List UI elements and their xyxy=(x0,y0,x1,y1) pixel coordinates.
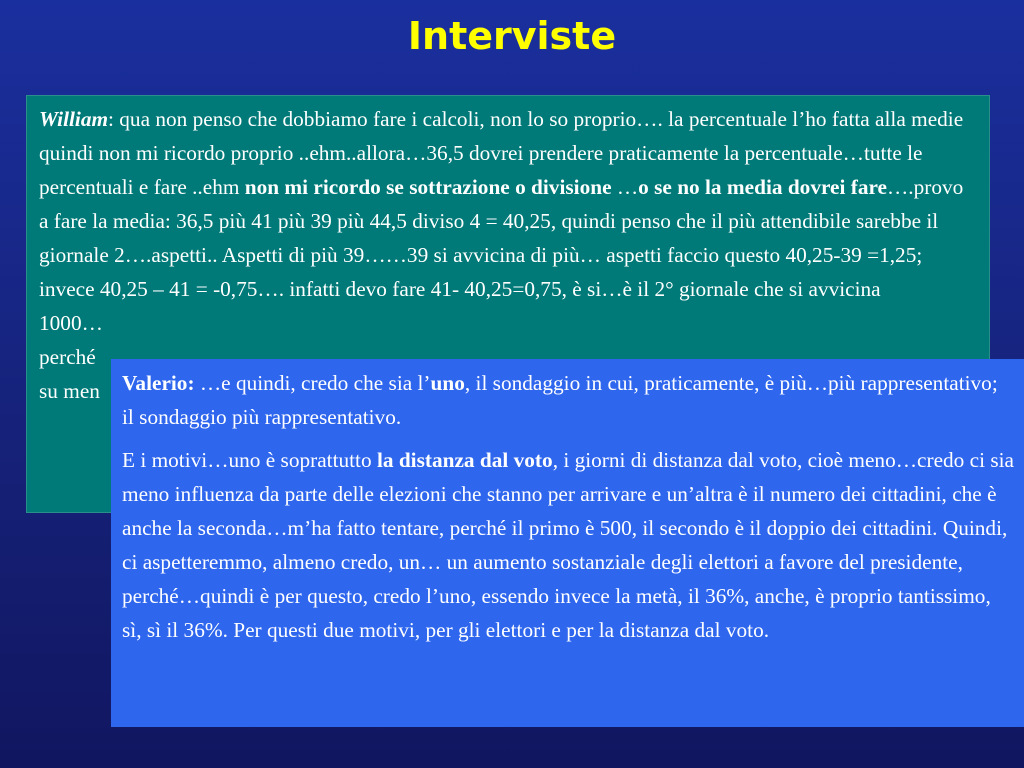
valerio-p1-bold: uno xyxy=(430,371,465,395)
valerio-paragraph-1 xyxy=(122,366,1014,434)
william-fragment-line-10: su men xyxy=(39,379,100,403)
william-fragment-line-8: 1000… xyxy=(39,311,103,335)
william-fragment-line-9: perché xyxy=(39,345,96,369)
valerio-p2-text-b: , i giorni di distanza dal voto, cioè meno…credo ci sia meno influenza da parte delle elezioni che stanno per arrivare e un’altra è il numero dei cittadini, che è anche la seconda…m’ha fatto tentare, perché il primo è 500, il secondo è il doppio dei cittadini. Quindi, ci aspetteremmo, almeno credo, un… un aumento sostanziale degli elettori a favore del presidente, perché…quindi è per questo, credo l’uno, essendo invece la metà, il 36%, anche, è proprio tantissimo, sì, sì il 36%. Per questi due motivi, per gli elettori e per la distanza dal voto. xyxy=(122,448,1014,642)
slide-title: Interviste xyxy=(407,14,617,58)
valerio-speaker-label: Valerio: xyxy=(122,371,195,395)
valerio-interview-box xyxy=(111,359,1024,727)
william-text-1: : qua non penso che dobbiamo fare i calcoli, non lo so proprio…. la percentuale l’ho fatta alla medie quindi non mi ricordo proprio ..ehm..allora…36,5 dovrei prendere praticamente la percentuale…tutte le percentuali e fare ..ehm xyxy=(39,107,964,199)
william-bold-1: non mi ricordo se sottrazione o divisione xyxy=(244,175,612,199)
valerio-p1-text-a: …e quindi, credo che sia l’ xyxy=(194,371,431,395)
william-speaker-label: William xyxy=(39,107,109,131)
valerio-p2-bold: la distanza dal voto xyxy=(376,448,553,472)
valerio-paragraph-2 xyxy=(122,443,1014,647)
william-text-3: ….provo a fare la media: 36,5 più 41 più 39 più 44,5 diviso 4 = 40,25, quindi penso che il più attendibile sarebbe il giornale 2….aspetti.. Aspetti di più 39……39 si avvicina di più… aspetti faccio questo 40,25-39 =1,25; invece 40,25 – 41 = -0,75…. infatti devo fare 41- 40,25=0,75, è si…è il 2° giornale che si avvicina xyxy=(39,175,964,301)
william-text-2: … xyxy=(611,175,639,199)
valerio-p2-text-a: E i motivi…uno è soprattutto xyxy=(122,448,377,472)
william-bold-2: o se no la media dovrei fare xyxy=(638,175,887,199)
valerio-p1-text-b: , il sondaggio in cui, praticamente, è più…più rappresentativo; il sondaggio più rappresentativo. xyxy=(122,371,998,429)
